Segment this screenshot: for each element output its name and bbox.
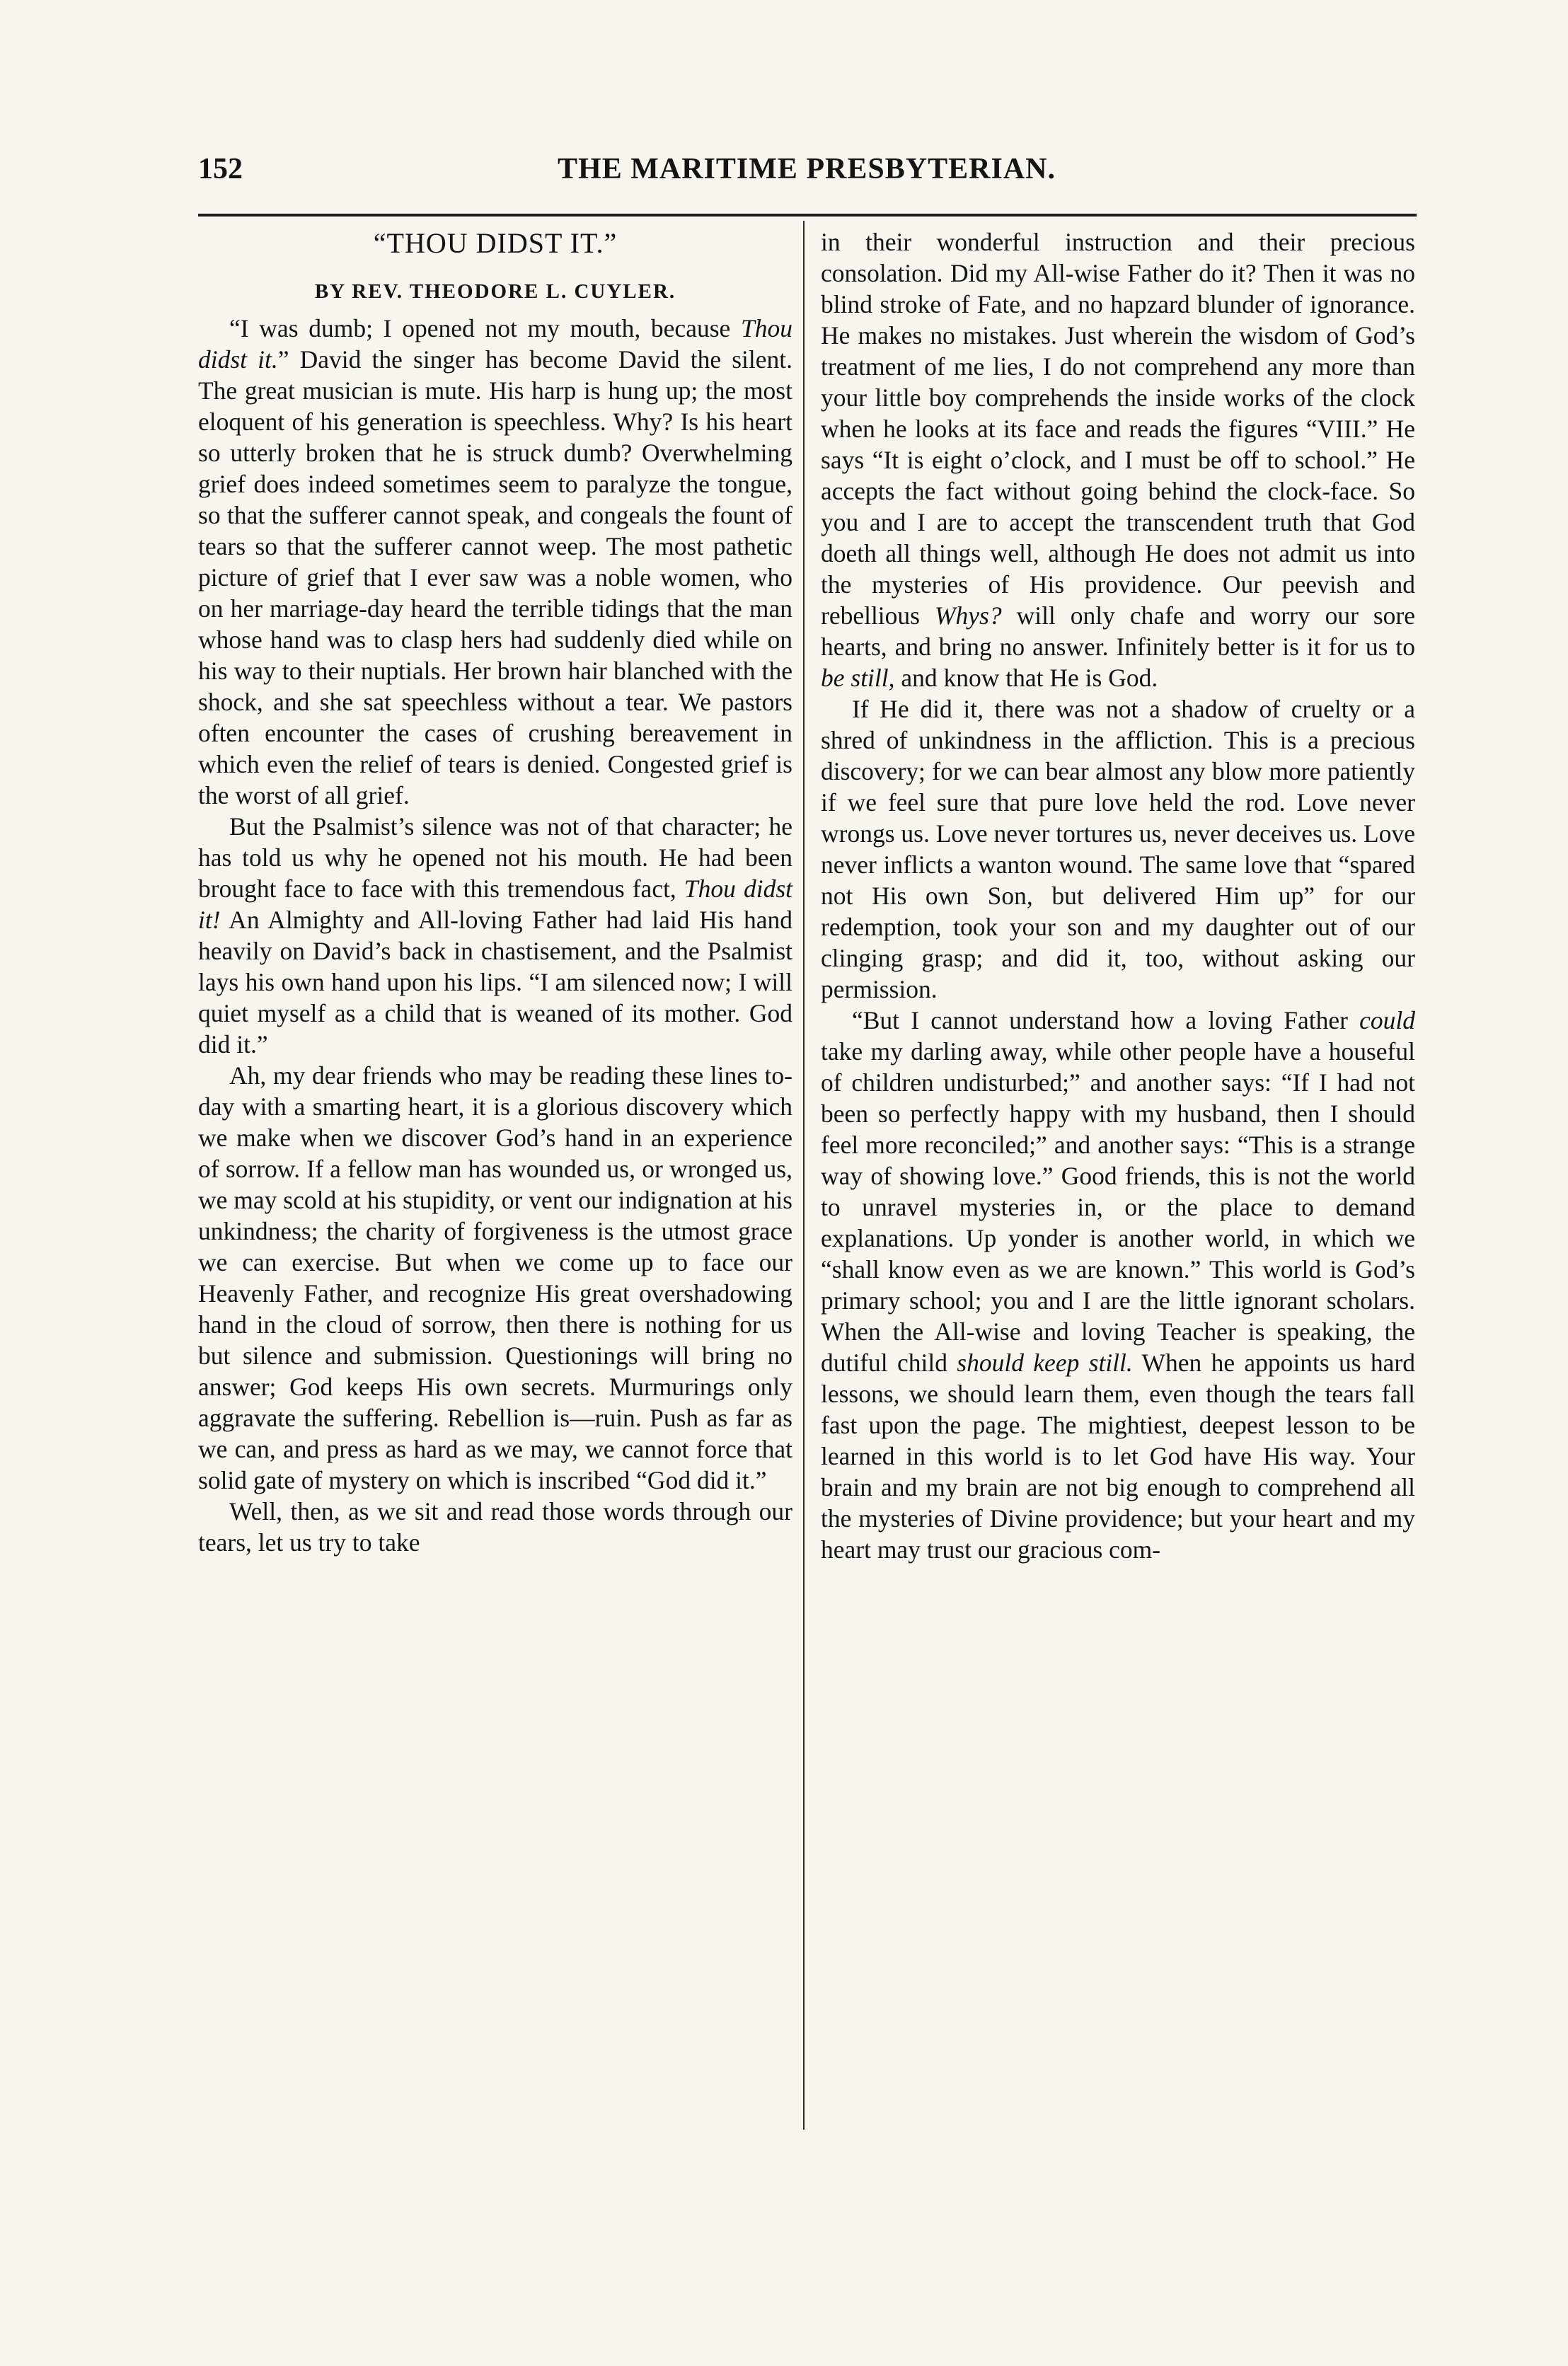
- running-title: THE MARITIME PRESBYTERIAN.: [558, 153, 1056, 185]
- paragraph: Ah, my dear friends who may be reading these lines to-day with a smarting heart, it is a glorious discovery which we make when we discover God’s hand in an experience of sorrow. If a fellow man has wounded us, or wronged us, we may scold at his stupidity, or vent our indignation at his unkindness; the charity of forgiveness is the utmost grace we can exercise. But when we come up to face our Heavenly Father, and recognize His great overshadowing hand in the cloud of sorrow, then there is nothing for us but silence and submission. Questionings will bring no answer; God keeps His own secrets. Murmurings only aggravate the suffering. Rebellion is—ruin. Push as far as we can, and press as hard as we may, we cannot force that solid gate of mystery on which is inscribed “God did it.”: [198, 1061, 792, 1494]
- page-header: [198, 152, 1415, 195]
- paragraph: in their wonderful instruction and their precious consolation. Did my All-wise Father do it? Then it was no blind stroke of Fate, and no hapzard blunder of ignorance. He makes no mistakes. Just wherein the wisdom of God’s treatment of me lies, I do not comprehend any more than your little boy comprehends the inside works of the clock when he looks at its face and reads the figures “VIII.” He says “It is eight o’clock, and I must be off to school.” He accepts the fact without going behind the clock-face. So you and I are to accept the transcendent truth that God doeth all things well, although He does not admit us into the mysteries of His providence. Our peevish and rebellious Whys? will only chafe and worry our sore hearts, and bring no answer. Infinitely better is it for us to be still, and know that He is God.: [821, 228, 1415, 692]
- column-divider: [803, 221, 805, 2130]
- right-column: [821, 226, 1415, 1565]
- paragraph: If He did it, there was not a shadow of cruelty or a shred of unkindness in the affliction. This is a precious discovery; for we can bear almost any blow more patiently if we feel sure that pure love held the rod. Love never wrongs us. Love never tortures us, never deceives us. Love never inflicts a wanton wound. The same love that “spared not His own Son, but delivered Him up” for our redemption, took your son and my daughter out of our clinging grasp; and did it, too, without asking our permission.: [821, 695, 1415, 1003]
- header-rule: [198, 214, 1417, 217]
- page-number: 152: [198, 153, 243, 185]
- left-column: [198, 226, 792, 1558]
- paragraph: But the Psalmist’s silence was not of that character; he has told us why he opened not his mouth. He had been brought face to face with this tremendous fact, Thou didst it! An Almighty and All-loving Father had laid His hand heavily on David’s back in chastisement, and the Psalmist lays his own hand upon his lips. “I am silenced now; I will quiet myself as a child that is weaned of its mother. God did it.”: [198, 812, 792, 1058]
- article-byline: BY REV. THEODORE L. CUYLER.: [314, 280, 676, 303]
- article-title: “THOU DIDST IT.”: [373, 227, 618, 259]
- paragraph: “I was dumb; I opened not my mouth, because Thou didst it.” David the singer has become David the silent. The great musician is mute. His harp is hung up; the most eloquent of his generation is speechless. Why? Is his heart so utterly broken that he is struck dumb? Overwhelming grief does indeed sometimes seem to paralyze the tongue, so that the sufferer cannot speak, and congeals the fount of tears so that the sufferer cannot weep. The most pathetic picture of grief that I ever saw was a noble women, who on her marriage-day heard the terrible tidings that the man whose hand was to clasp hers had suddenly died while on his way to their nuptials. Her brown hair blanched with the shock, and she sat speechless without a tear. We pastors often encounter the cases of crushing bereavement in which even the relief of tears is denied. Congested grief is the worst of all grief.: [198, 314, 792, 809]
- paragraph: “But I cannot understand how a loving Father could take my darling away, while other people have a houseful of children undisturbed;” and another says: “If I had not been so perfectly happy with my husband, then I should feel more reconciled;” and another says: “This is a strange way of showing love.” Good friends, this is not the world to unravel mysteries in, or the place to demand explanations. Up yonder is another world, in which we “shall know even as we are known.” This world is God’s primary school; you and I are the little ignorant scholars. When the All-wise and loving Teacher is speaking, the dutiful child should keep still. When he appoints us hard lessons, we should learn them, even though the tears fall fast upon the page. The mightiest, deepest lesson to be learned in this world is to let God have His way. Your brain and my brain are not big enough to comprehend all the mysteries of Divine providence; but your heart and my heart may trust our gracious com-: [821, 1006, 1415, 1564]
- paragraph: Well, then, as we sit and read those words through our tears, let us try to take: [198, 1497, 792, 1557]
